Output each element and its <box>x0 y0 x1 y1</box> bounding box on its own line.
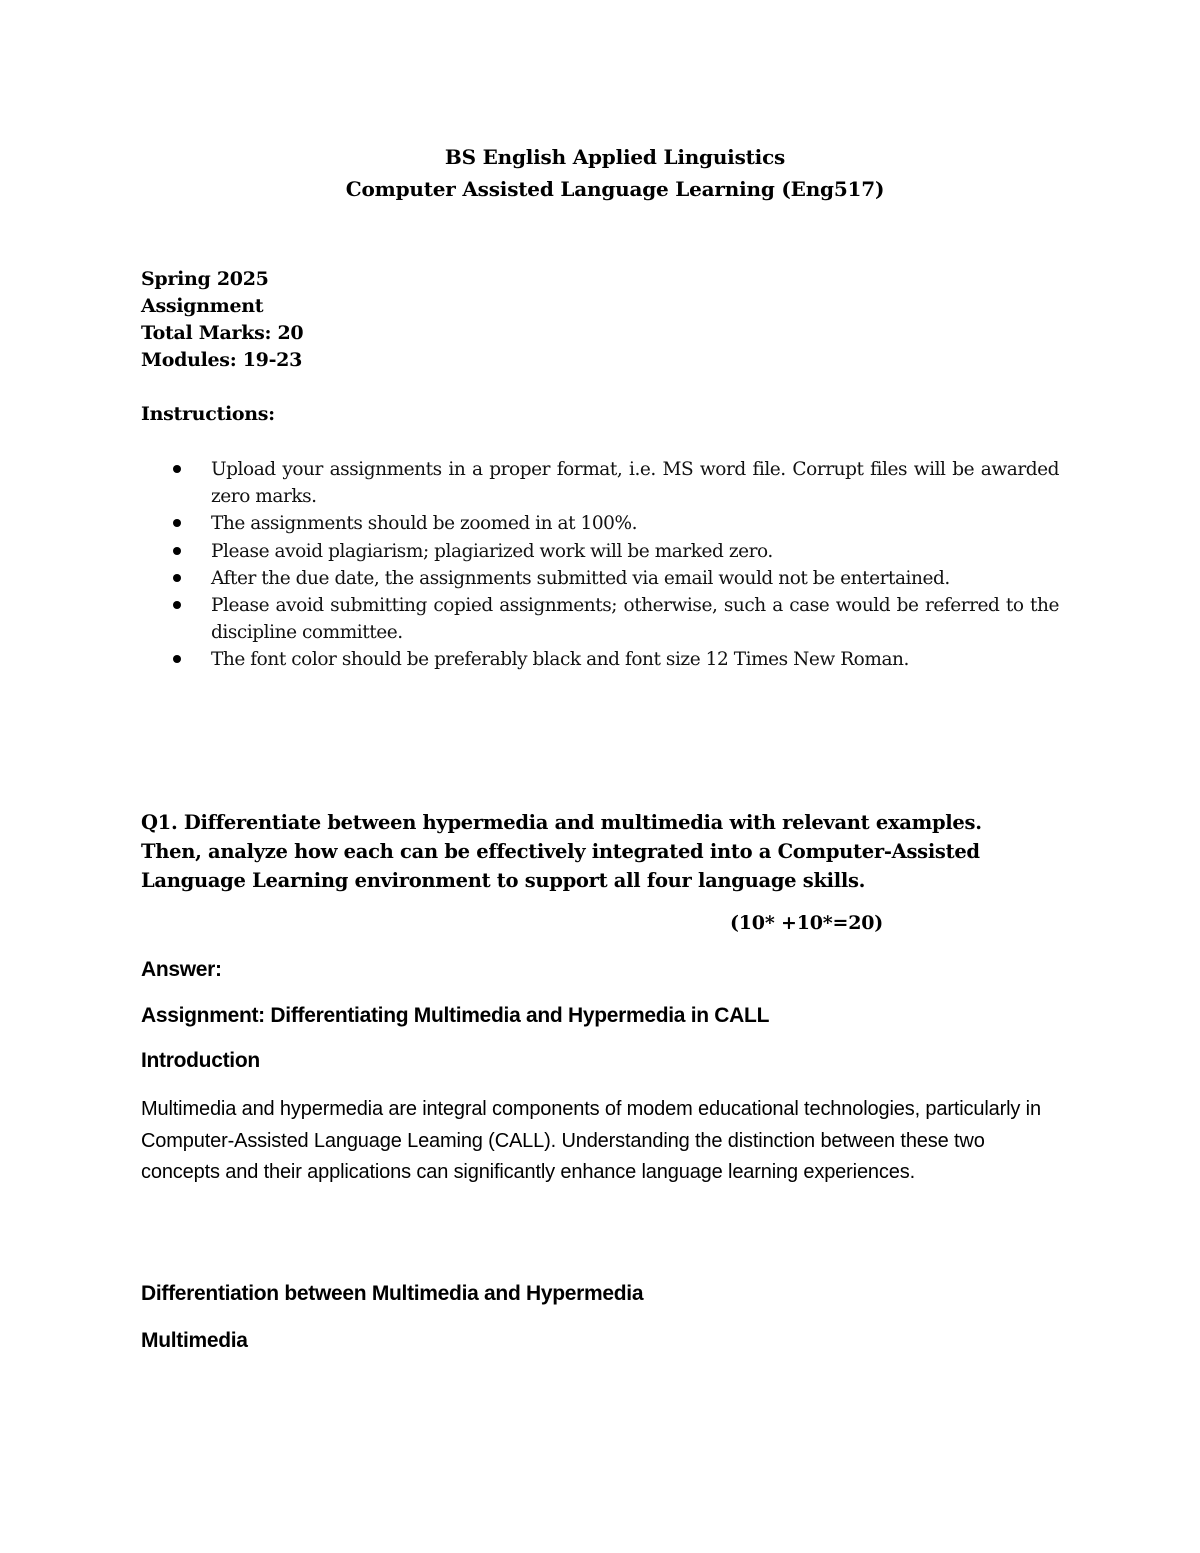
instruction-text: Upload your assignments in a proper format, i.e. MS word file. Corrupt files will be awarded zero marks. <box>211 459 1059 508</box>
list-item <box>211 646 1059 673</box>
answer-assignment-title: Assignment: Differentiating Multimedia and Hypermedia in CALL <box>141 1004 770 1027</box>
list-item <box>211 565 1059 592</box>
instructions-heading: Instructions: <box>141 403 275 425</box>
assignment-label: Assignment <box>141 295 264 317</box>
bullet-icon <box>173 519 181 527</box>
instruction-text: After the due date, the assignments submitted via email would not be entertained. <box>211 567 950 589</box>
term-label: Spring 2025 <box>141 268 269 290</box>
instructions-list <box>211 456 1059 674</box>
list-item <box>211 456 1059 510</box>
differentiation-heading: Differentiation between Multimedia and Hypermedia <box>141 1282 644 1305</box>
assignment-meta <box>141 266 303 374</box>
bullet-icon <box>173 574 181 582</box>
list-item <box>211 592 1059 646</box>
program-title: BS English Applied Linguistics <box>444 145 786 169</box>
course-title: Computer Assisted Language Learning (Eng517) <box>345 177 885 201</box>
question-text: Q1. Differentiate between hypermedia and multimedia with relevant examples. Then, analyze how each can be effectively integrated into a Computer-Assisted Language Learning environment to support all four language skills. <box>141 811 982 892</box>
total-marks-label: Total Marks: 20 <box>141 322 304 344</box>
introduction-paragraph: Multimedia and hypermedia are integral components of modem educational technologies, particularly in Computer-Assisted Language Leaming (CALL). Understanding the distinction between these two concepts and their applications can significantly enhance language learning experiences. <box>141 1098 1041 1183</box>
modules-label: Modules: 19-23 <box>141 349 303 371</box>
instruction-text: Please avoid submitting copied assignments; otherwise, such a case would be referred to the discipline committee. <box>211 595 1059 644</box>
bullet-icon <box>173 547 181 555</box>
bullet-icon <box>173 655 181 663</box>
answer-label: Answer: <box>141 958 222 981</box>
instruction-text: The font color should be preferably black and font size 12 Times New Roman. <box>211 649 909 671</box>
list-item <box>211 538 1059 565</box>
multimedia-heading: Multimedia <box>141 1329 248 1352</box>
list-item <box>211 510 1059 537</box>
instruction-text: Please avoid plagiarism; plagiarized work will be marked zero. <box>211 540 773 562</box>
instruction-text: The assignments should be zoomed in at 100%. <box>211 513 638 535</box>
bullet-icon <box>173 465 181 473</box>
introduction-heading: Introduction <box>141 1049 260 1072</box>
question-marks: (10* +10*=20) <box>730 912 884 934</box>
bullet-icon <box>173 601 181 609</box>
